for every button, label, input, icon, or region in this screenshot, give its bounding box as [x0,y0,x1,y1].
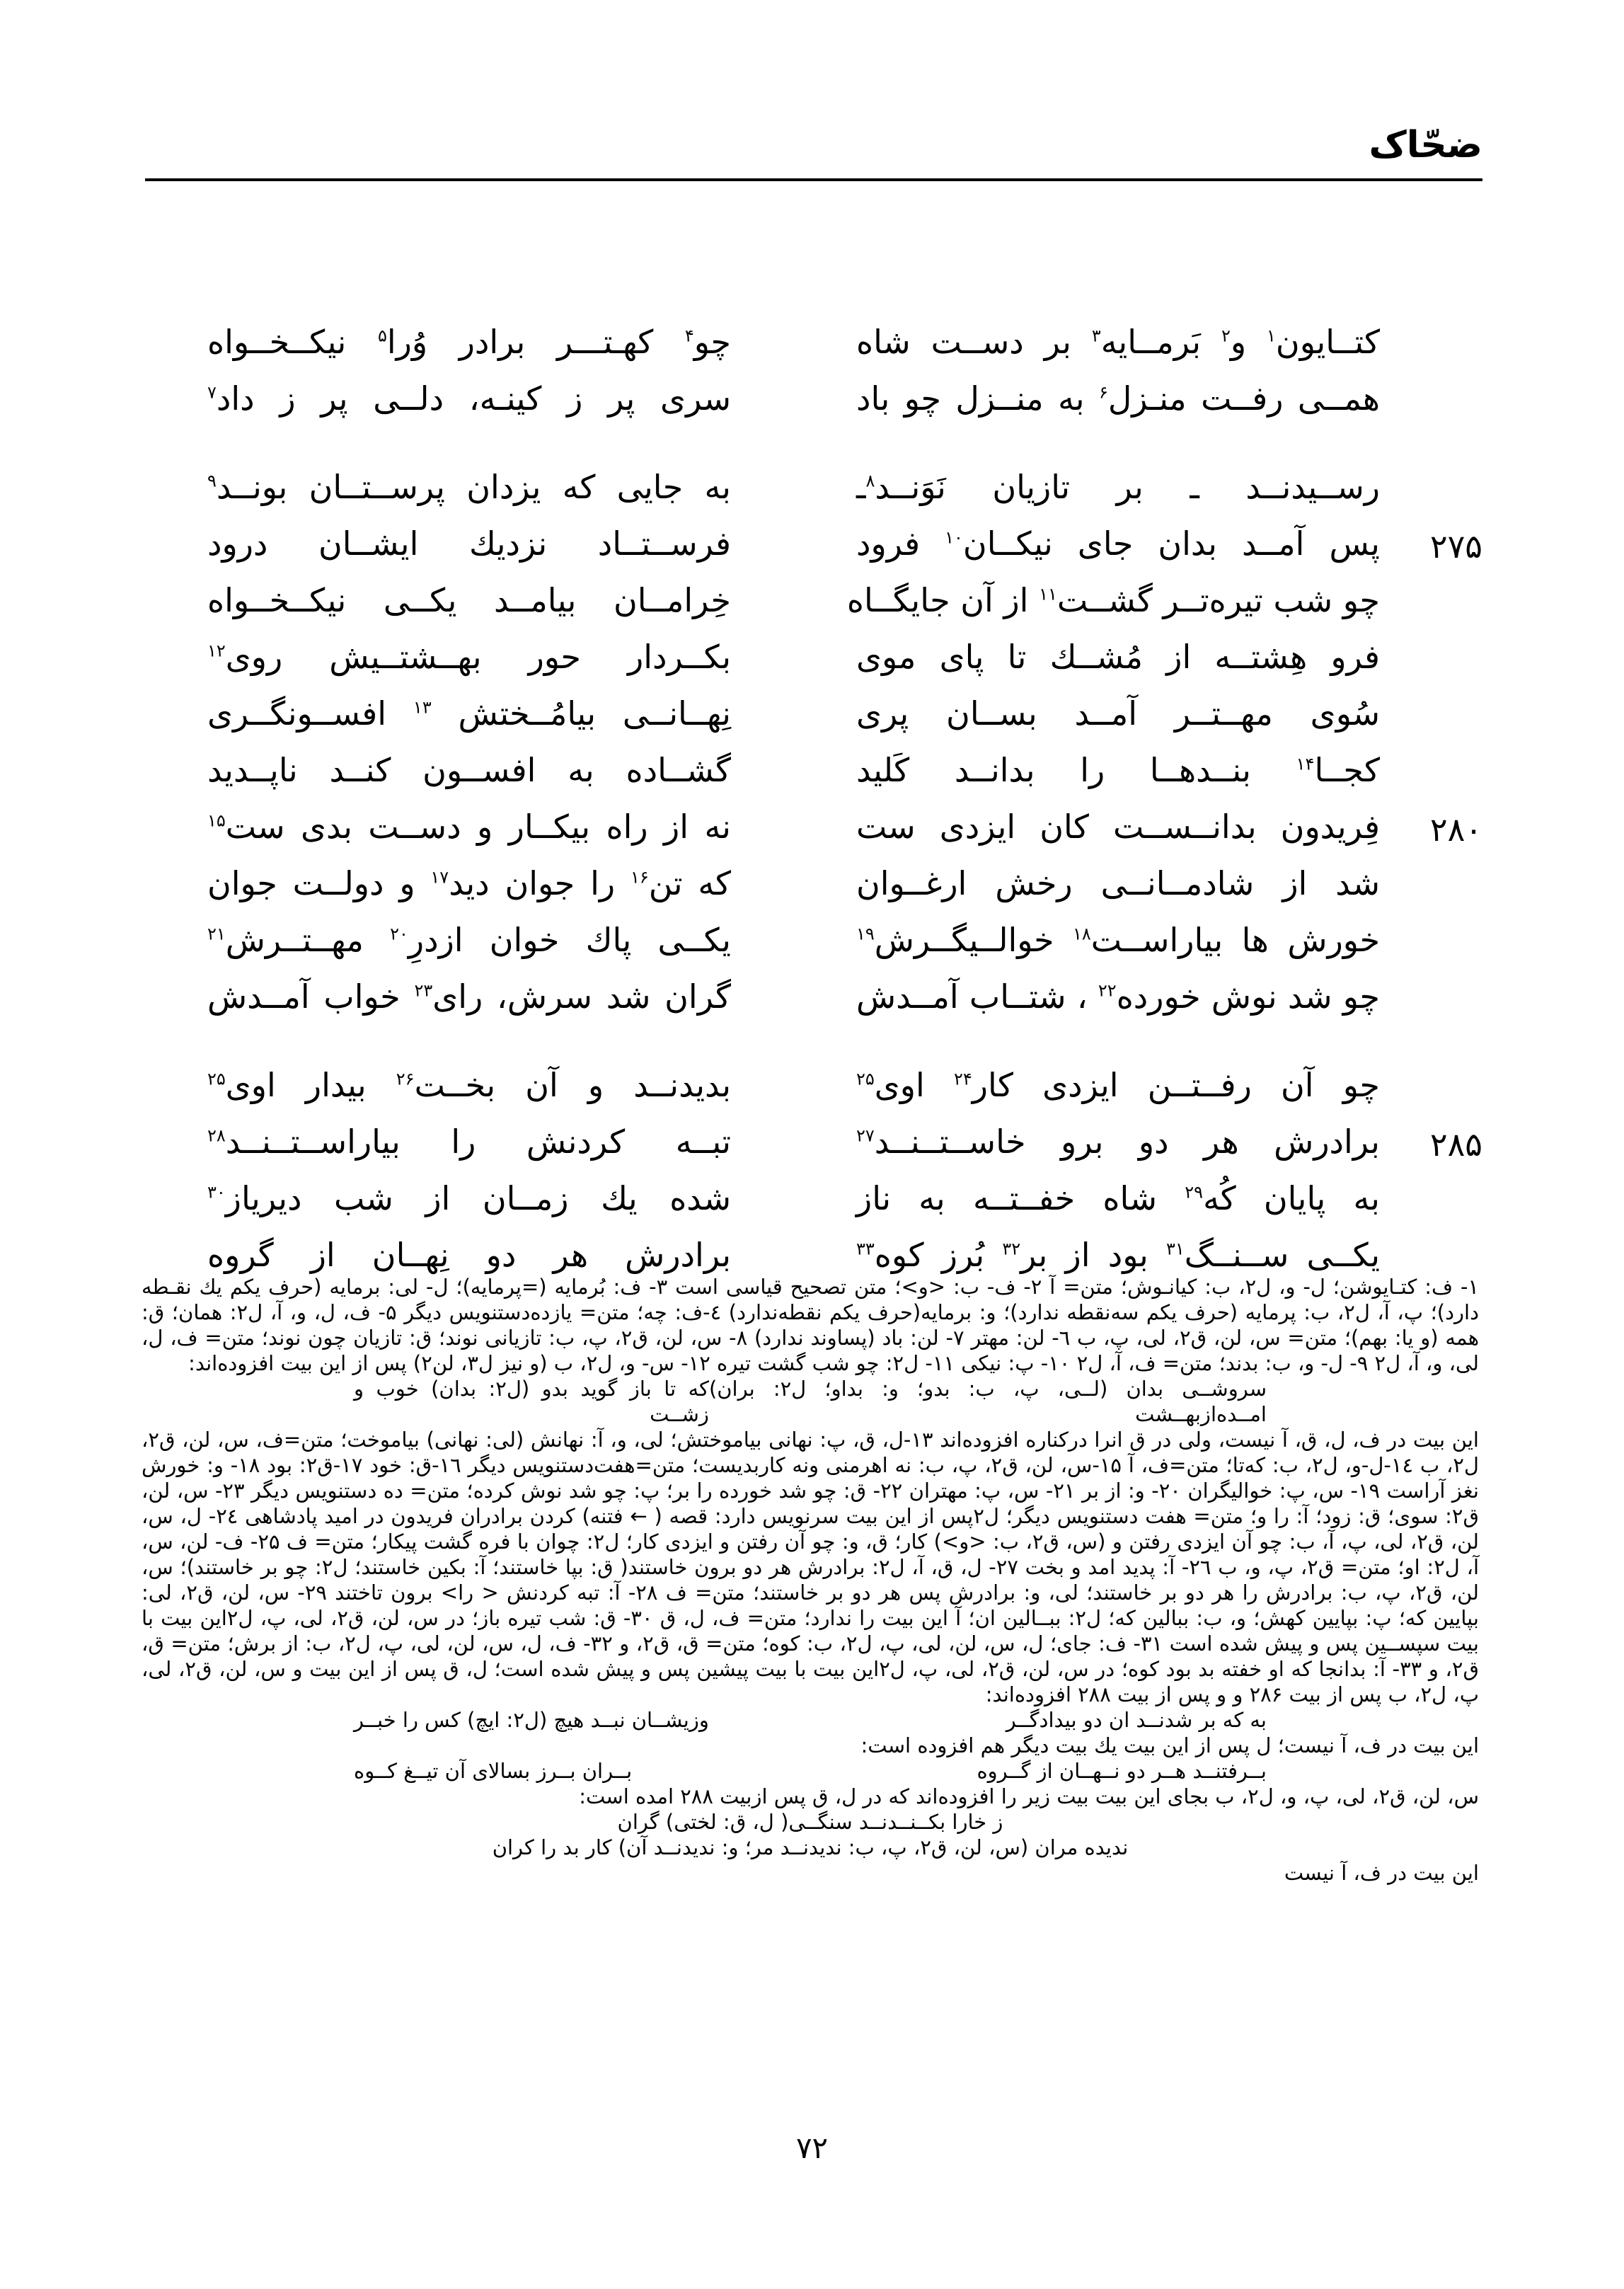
footnote-hemistich: به که بر شدنــد ان دو بیدادگــر [1006,1708,1267,1732]
hemistich-second: گشــاده به افســون کنــد ناپــدید [207,751,731,789]
hemistich-first: شد از شادمــانــی رخش ارغــوان [856,864,1380,902]
hemistich-first: یکــی ســنــگ$^{۳۱}$ بود از بر$^{۳۲}$ بُرز کوه$^{۳۳}$ [856,1236,1380,1274]
hemistich-first: برادرش هر دو برو خاســتــنــد$^{۲۷}$ [856,1123,1380,1161]
footnote-text: این بیت در ف، آ نیست [1284,1861,1479,1885]
hemistich-first: فِریدون بدانــســت کان ایزدی ست [856,808,1380,846]
hemistich-first: سُوی مهــتــر آمــد بســان پری [856,694,1380,733]
footnote-text: ۱- ف: کتـایوشن؛ ل- و، ل۲، ب: کیانـوش؛ متن= آ ۲- ف- ب: <و>؛ متن تصحیح قیاسی است ۳- ف: بُرمایه (=پرمایه)؛ ل- لی: برمایه (حرف یکم یك نقـطه دارد)؛ پ، آ، ل۲، ب: پرمایه (حرف یکم سه‌نقطه ندارد)؛ و: برمایه(حرف یکم نقطه‌ندارد) ٤-ف: چه؛ متن= یازده‌دستنویس دیگر ۵- ف، ل، و، آ، ل۲: همان؛ ق: همه (و یا: بهم)؛ متن= س، لن، ق۲، لی، پ، ب ٦- لن: مهتر ۷- لن: باد (پساوند ندارد) ۸- س، لن، ق۲، پ، ب: تازیانی نوند؛ ق: تازیان چون نوند؛ متن= ف، ل، لی، و، آ، ل۲ ۹- ل- و، ب: بدند؛ متن= ف، آ، ل۲ ۱۰- پ: نیکی ۱۱- ل۲: چو شب گشت تیره ۱۲- س- و، ل۲، ب (و نیز ل۳، لن۲) پس از این بیت افزوده‌اند: [142,1275,1479,1375]
hemistich-second: نه از راه بیکــار و دســت بدی ست$^{۱۵}$ [207,808,731,846]
hemistich-second: بدیدنــد و آن بخــت$^{۲۶}$ بیدار اوی$^{۲۵}$ [207,1066,731,1104]
footnote-hemistich: ز خارا بکــنــدنــد سنگــی( ل، ق: لختی) گران [617,1810,1003,1834]
verse-number: ۲۷۵ [1429,527,1482,566]
running-head: ضحّاک [1369,124,1482,166]
hemistich-second: نِهــانــی بیامُــختش $^{۱۳}$ افســونگــری [207,694,731,733]
footnote-verse [142,1835,1479,1860]
hemistich-second: تبــه کردنش را بیاراســتــنــد$^{۲۸}$ [207,1123,731,1161]
footnote-hemistich: بــران بــرز بسالای آن تیــغ کــوه [354,1759,633,1783]
hemistich-second: یکــی پاك خوان ازدرِ$^{۲۰}$ مهــتــرش$^{۲۱}$ [207,921,731,959]
hemistich-second: به جایی که یزدان پرســتــان بونــد$^۹$ [207,468,731,506]
hemistich-second: برادرش هر دو نِهــان از گروه [207,1236,731,1274]
hemistich-second: خِرامــان بیامــد یکــی نیکــخــواه [207,581,731,619]
hemistich-second: چو$^۴$ کهـتـــر برادر وُرا$^۵$ نیکــخــواه [207,323,731,361]
hemistich-first: فرو هِشتــه از مُشــك تا پای موی [856,638,1380,676]
hemistich-first: کتــایون$^۱$ و$^۲$ بَرمــایه$^۳$ بر دســت شاه [856,323,1381,361]
footnotes [142,1274,1479,1886]
hemistich-first: کجــا$^{۱۴}$ بنــدهــا را بدانــد کَلید [856,751,1380,789]
footnote-verse [142,1758,1479,1784]
footnote-verse [142,1809,1479,1835]
hemistich-first: خورش ها بیاراســت$^{۱۸}$ خوالــیگــرش$^{۱۹}$ [856,921,1380,959]
page-number: ۷۲ [795,2130,829,2165]
footnote-verse [142,1707,1479,1733]
hemistich-second: سری پر ز کینـه، دلــی پر ز داد$^۷$ [207,379,731,418]
footnote-text: س، لن، ق۲، لی، پ، و، ل۲، ب بجای این بیت بیت زیر را افزوده‌اند که در ل، ق پس ازبیت ۲۸۸ امده است: [579,1784,1479,1808]
hemistich-second: بکــردار حور بهــشتــیش روی$^{۱۲}$ [207,638,731,676]
footnote-hemistich: که تا باز گوید بدو (ل۲: بدان) خوب و زشــت [354,1377,709,1426]
hemistich-second: فرســتــاد نزدیك ایشــان درود [207,524,731,563]
hemistich-first: همــی رفــت منـزل$^۶$ به منــزل چو باد [856,379,1381,418]
hemistich-first: پس آمــد بدان جای نیکــان$^{۱۰}$ فرود [856,524,1380,563]
footnote-hemistich: سروشــی بدان (لــی، پ، ب: بدو؛ و: بداو؛ ل۲: بران) امــده‌ازبهــشت [708,1377,1267,1426]
footnote-verse [142,1376,1479,1427]
hemistich-first: چو شد نوش خورده$^{۲۲}$ ، شتــاب آمــدش [856,977,1380,1016]
hemistich-second: گران شد سرش، رای$^{۲۳}$ خواب آمــدش [207,977,731,1016]
footnote-hemistich: بــرفتنــد هــر دو نــهــان از گــروه [977,1759,1267,1783]
footnote-hemistich: وزیشــان نبــد هیچ (ل۲: ایچ) کس را خبــر [354,1708,709,1732]
hemistich-first: به پایان کُه$^{۲۹}$ شاه خفــتــه به ناز [856,1179,1380,1217]
hemistich-first: چو آن رفــتــن ایزدی کار$^{۲۴}$ اوی$^{۲۵}$ [856,1066,1380,1104]
header-rule [145,178,1482,181]
hemistich-second: شده یك زمــان از شب دیریاز$^{۳۰}$ [207,1179,731,1217]
hemistich-second: که تن$^{۱۶}$ را جوان دید$^{۱۷}$ و دولــت جوان [207,864,731,902]
footnote-hemistich: ندیده مران (س، لن، ق۲، پ، ب: ندیدنــد مر؛ و: ندیدنــد آن) کار بد را کران [492,1835,1129,1859]
hemistich-first: چو شب تیره‌تــر گشــت$^{۱۱}$ از آن جایگــاه [846,581,1380,619]
footnote-text: این بیت در ف، ل، ق، آ نیست، ولی در ق انرا درکناره افزوده‌اند ۱۳-ل، ق، پ: نهانی بیاموختش؛ لی، و، آ: نهانش (لی: نهانی) بیاموخت؛ متن=ف، س، لن، ق۲، ل۲، ب ١٤-ل-و، ل۲، ب: که‌تا؛ متن=ف، آ ۱۵-س، لن، ق۲، پ، ب: نه اهرمنی ونه کاربدیست؛ متن=هفت‌دستنویس دیگر ١٦-ق: خود ۱۷-ق۲: بود ۱۸- و: خورش نغز آراست ۱۹- س، پ: خوالیگران ۲۰- و: از بر ۲۱- س، پ: مهتران ۲۲- ق: چو شد خورده را بر؛ پ: چو شد نوش کرده؛ متن= ده دستنویس دیگر ۲۳- س، لن، ق۲: سوی؛ ق: زود؛ آ: را و؛ متن= هفت دستنویس دیگر؛ ل۲پس از این بیت سرنویس دارد: قصه ( ← فتنه) کردن برادران فریدون در امید پادشاهی ٢٤- ل، س، لن، ق۲، لی، پ، آ، ب: چو آن ایزدی رفتن و (س، ق۲، ب: <و>) کار؛ ق، و: چو آن رفتن و ایزدی کار؛ ل۲: چوان با فره گشت پیکار؛ متن= ف ۲۵- ف- لن، س، آ، ل۲: او؛ متن= ق۲، پ، و، ب ٢٦- آ: پدید امد و بخت ۲۷- ل، ق، آ، ل۲: برادرش هر دو برون خاستند( ق: بپا خاستند؛ آ: بکین خاستند؛ ل۲: چو بر خاستند)؛ س، لن، ق۲، پ، ب: برادرش را هر دو بر خاستند؛ لی، و: برادرش پس هر دو بر خاستند؛ متن= ف ۲۸- آ: تبه کردنش < را> برون تاختند ۲۹- س، لن، ق۲، لی: بپایین که؛ پ: بپایین کهش؛ و، ب: ببالین که؛ ل۲: ببــالین ان؛ آ این بیت را ندارد؛ متن= ف، ل، ق ۳۰- ق: شب تیره باز؛ در س، لن، ق۲، لی، پ، ل۲این بیت با بیت سپســین پس و پیش شده است ۳۱- ف: جای؛ ل، س، لن، لی، پ، ل۲، ب: کوه؛ متن= ق، ق۲، و ۳۲- ف، ل، س، لن، لی، پ، ل۲، ب: از برش؛ متن= ق، ق۲، و ۳۳- آ: بدانجا که او خفته بد بود کوه؛ در س، لن، ق۲، لی، پ، ل۲این بیت با بیت پیشین پس و پیش شده است؛ ل، ق پس از این بیت و س، لن، ق۲، لی، پ، ل۲، ب پس از بیت ۲۸۶ و و پس از بیت ۲۸۸ افزوده‌اند: [142,1428,1480,1706]
verse-number: ۲۸۰ [1429,810,1482,849]
footnote-text: این بیت در ف، آ نیست؛ ل پس از این بیت یك بیت دیگر هم افزوده است: [860,1733,1479,1757]
hemistich-first: رســیدنــد ـ بر تازیان نَوَنــد$^۸$ـ [856,468,1380,506]
verse-number: ۲۸۵ [1429,1125,1482,1164]
